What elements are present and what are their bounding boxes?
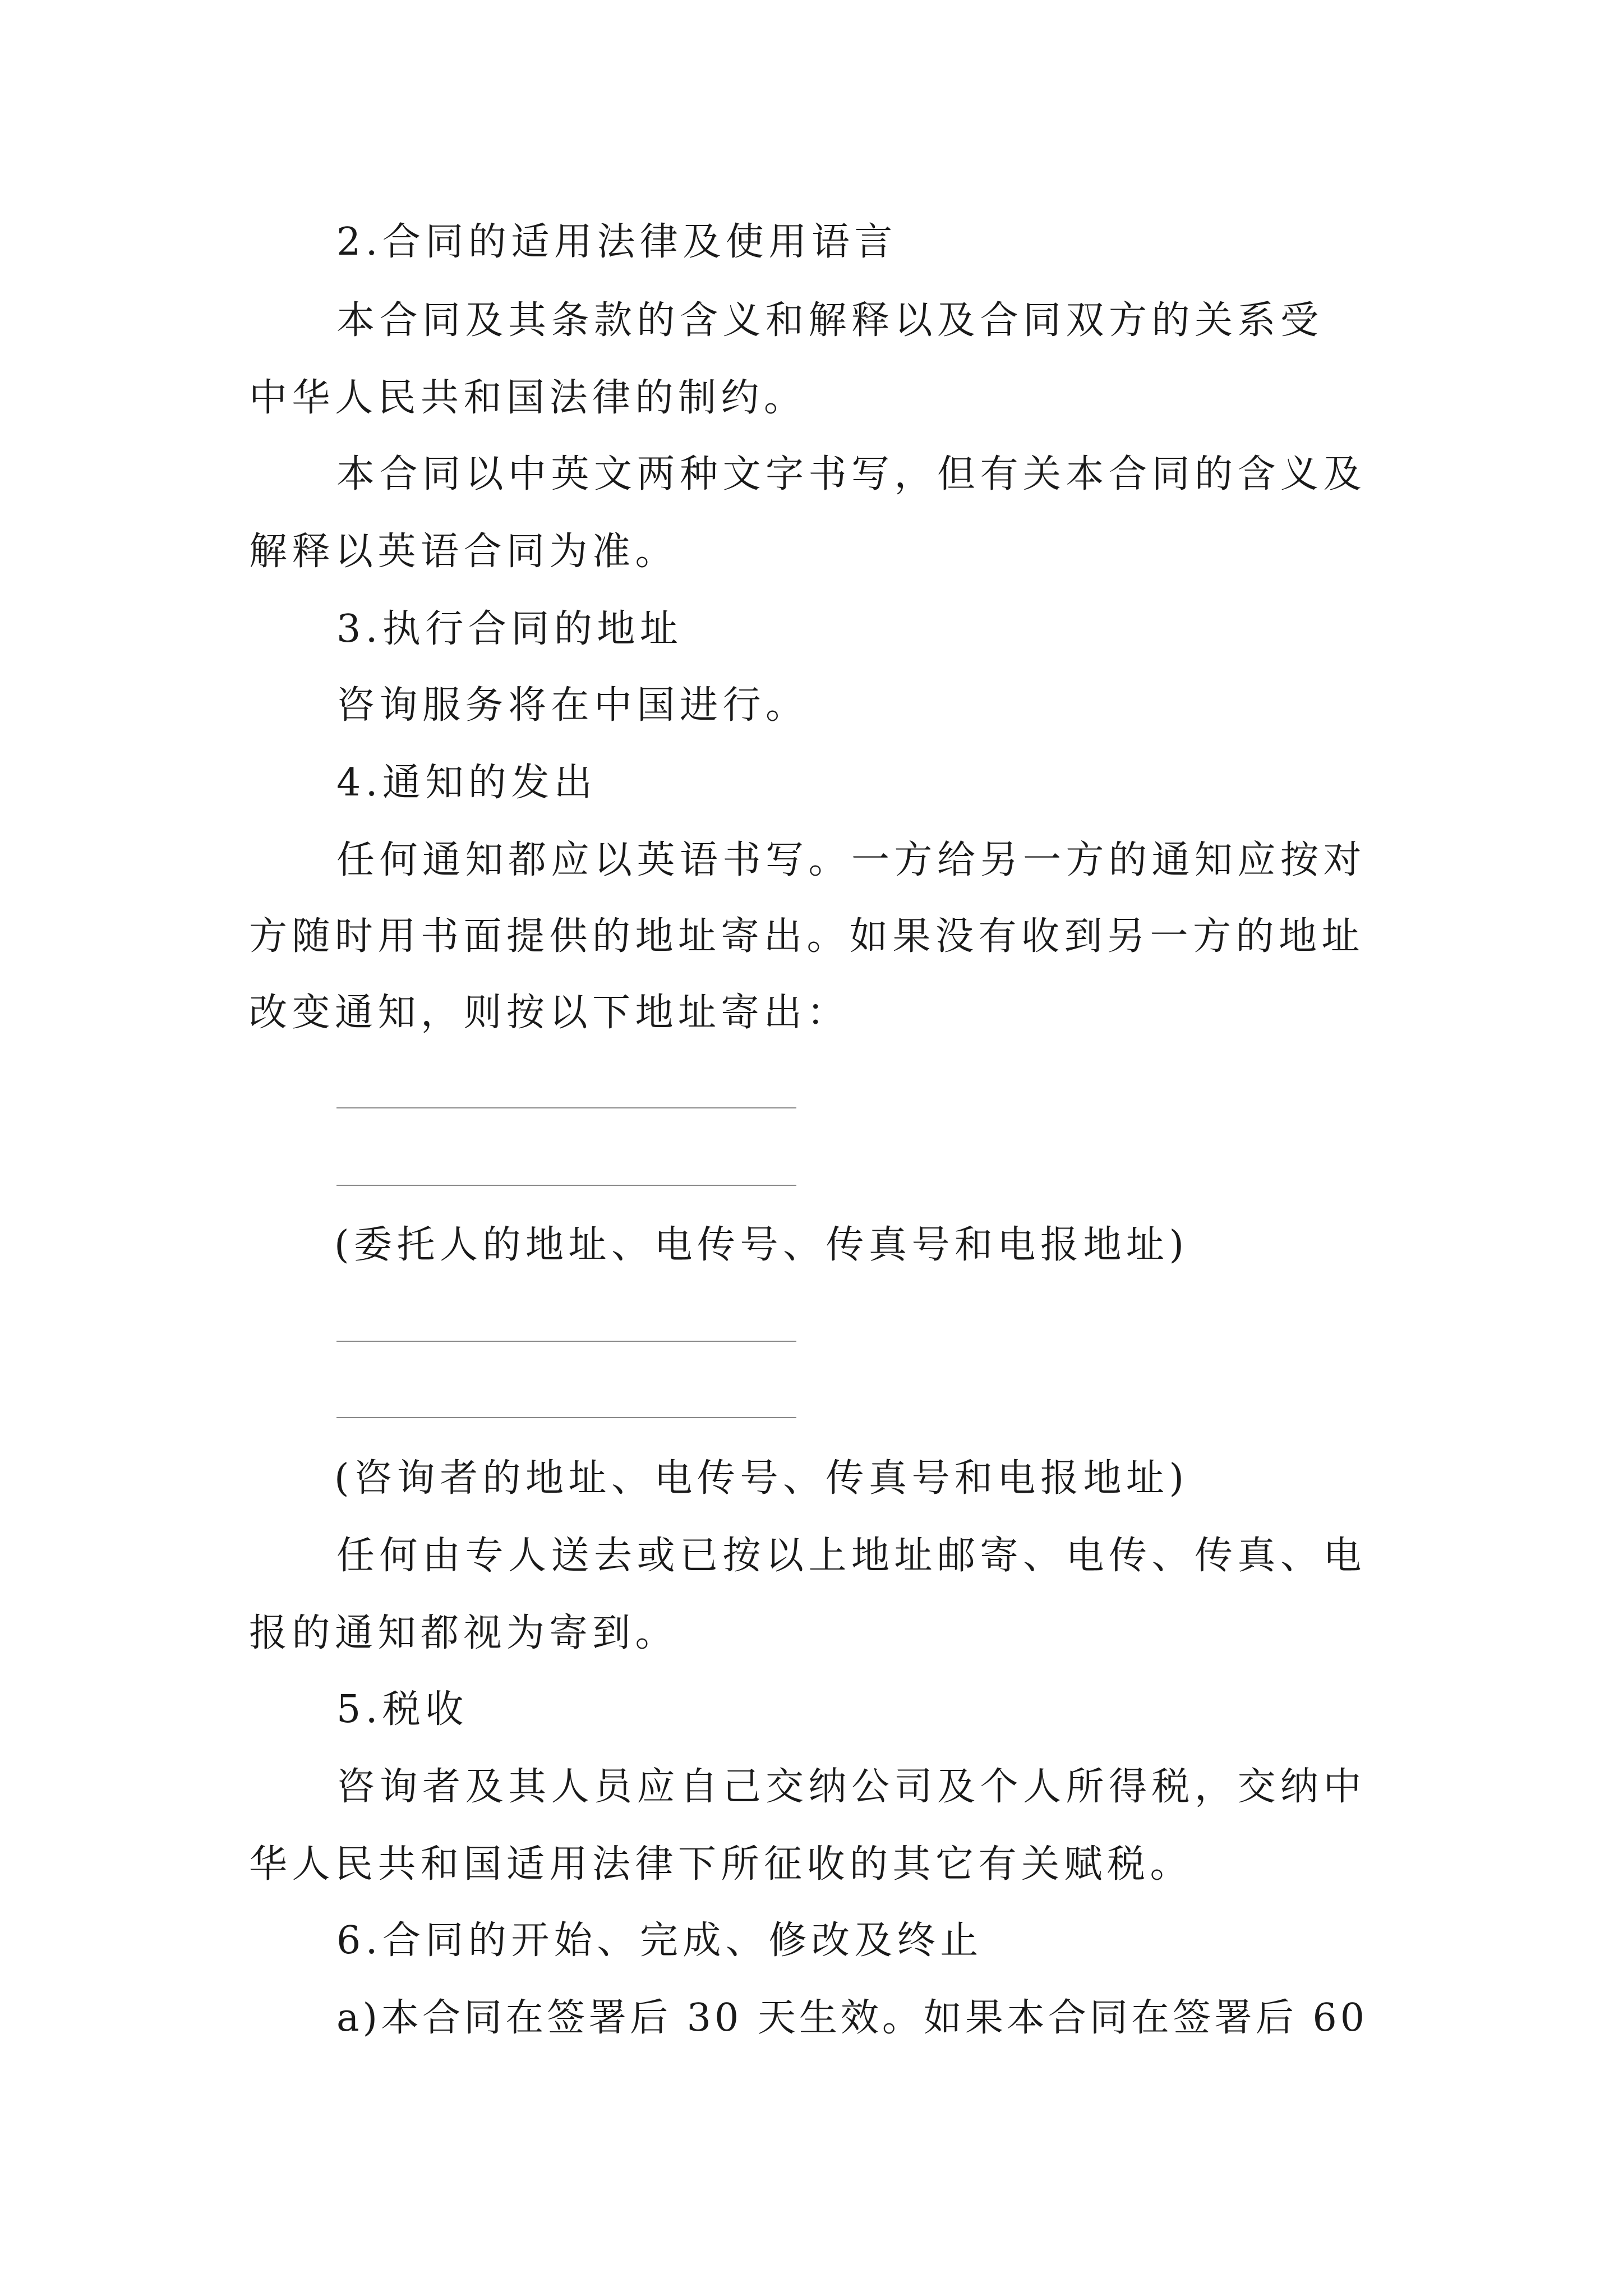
client-address-blank-line-1 — [336, 1107, 796, 1108]
section-4-para-1-line-1: 任何通知都应以英语书写。一方给另一方的通知应按对 — [336, 838, 1367, 882]
section-2-heading: 2.合同的适用法律及使用语言 — [336, 220, 897, 264]
section-4-heading: 4.通知的发出 — [336, 761, 597, 805]
section-2-para-1-line-1: 本合同及其条款的含义和解释以及合同双方的关系受 — [336, 298, 1324, 343]
section-3-para-1-line-1: 咨询服务将在中国进行。 — [336, 683, 809, 728]
section-2-para-1-line-2: 中华人民共和国法律的制约。 — [249, 376, 807, 420]
client-address-blank-line-2 — [336, 1185, 796, 1186]
section-5-para-1-line-1: 咨询者及其人员应自己交纳公司及个人所得税，交纳中 — [336, 1765, 1367, 1809]
section-3-heading: 3.执行合同的地址 — [336, 607, 683, 651]
consultant-address-blank-line-2 — [336, 1417, 796, 1418]
client-address-caption: (委托人的地址、电传号、传真号和电报地址) — [334, 1223, 1189, 1267]
section-4-para-2-line-2: 报的通知都视为寄到。 — [249, 1611, 679, 1655]
section-5-heading: 5.税收 — [336, 1687, 468, 1732]
section-6-item-a-line-1: a)本合同在签署后 30 天生效。如果本合同在签署后 60 — [336, 1996, 1368, 2040]
section-6-heading: 6.合同的开始、完成、修改及终止 — [336, 1918, 983, 1963]
section-4-para-1-line-3: 改变通知，则按以下地址寄出： — [249, 991, 850, 1035]
section-4-para-1-line-2: 方随时用书面提供的地址寄出。如果没有收到另一方的地址 — [249, 914, 1365, 959]
section-5-para-1-line-2: 华人民共和国适用法律下所征收的其它有关赋税。 — [249, 1842, 1193, 1887]
consultant-address-caption: (咨询者的地址、电传号、传真号和电报地址) — [334, 1456, 1189, 1501]
section-2-para-2-line-1: 本合同以中英文两种文字书写，但有关本合同的含义及 — [336, 452, 1367, 496]
section-2-para-2-line-2: 解释以英语合同为准。 — [249, 530, 679, 574]
consultant-address-blank-line-1 — [336, 1341, 796, 1342]
section-4-para-2-line-1: 任何由专人送去或已按以上地址邮寄、电传、传真、电 — [336, 1534, 1367, 1578]
